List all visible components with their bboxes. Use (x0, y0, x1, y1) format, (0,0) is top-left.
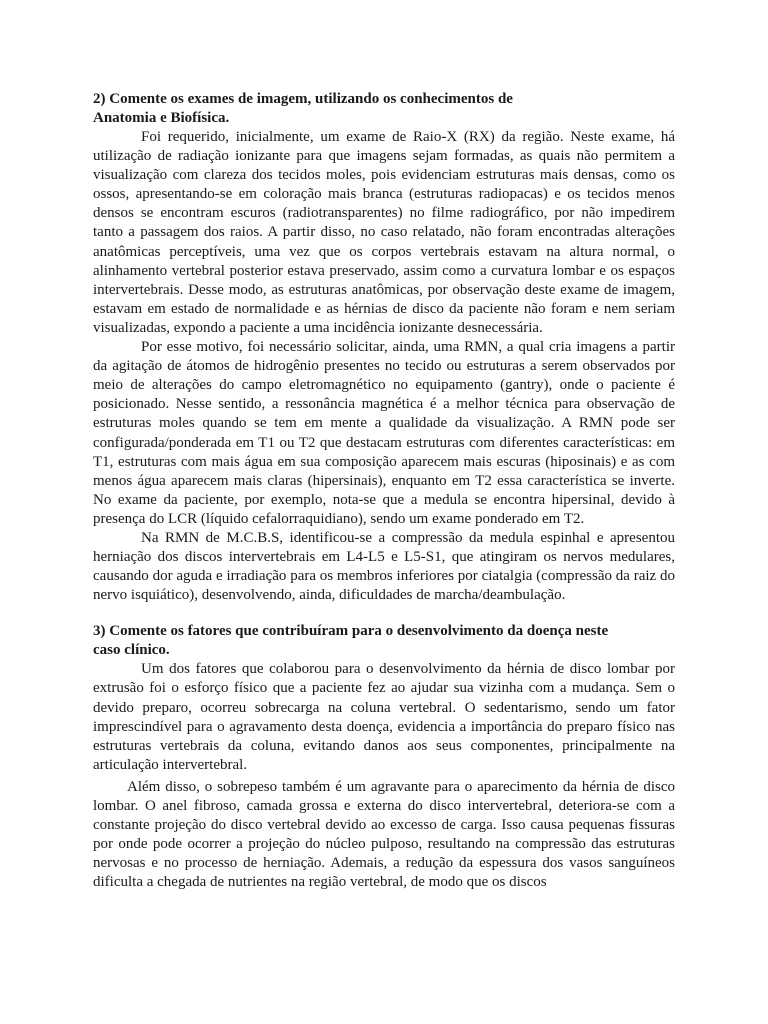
section-3-heading-line-2: caso clínico. (93, 642, 170, 659)
section-2 (93, 90, 675, 605)
section-2-heading-line-1: 2) Comente os exames de imagem, utilizando os conhecimentos de (93, 91, 513, 107)
section-2-paragraph-3: Na RMN de M.C.B.S, identificou-se a compressão da medula espinhal e apresentou herniação dos discos intervertebrais em L4-L5 e L5-S1, que atingiram os nervos medulares, causando dor aguda e irradiação para os membros inferiores por ciatalgia (compressão da raiz do nervo isquiático), desenvolvendo, ainda, dificuldades de marcha/deambulação. (93, 529, 675, 604)
section-3-paragraph-2: Além disso, o sobrepeso também é um agravante para o aparecimento da hérnia de disco lombar. O anel fibroso, camada grossa e externa do disco intervertebral, deteriora-se com a constante projeção do disco vertebral devido ao excesso de carga. Isso causa pequenas fissuras por onde pode ocorrer a projeção do núcleo pulposo, resultando na compressão das estruturas nervosas e no processo de herniação. Ademais, a redução da espessura dos vasos sanguíneos dificulta a chegada de nutrientes na região vertebral, de modo que os discos (93, 778, 675, 891)
section-3-heading-line-1: 3) Comente os fatores que contribuíram para o desenvolvimento da doença neste (93, 623, 609, 640)
section-2-paragraph-2: Por esse motivo, foi necessário solicitar, ainda, uma RMN, a qual cria imagens a partir da agitação de átomos de hidrogênio presentes no tecido ou estruturas a serem observados por meio de alterações do campo eletromagnético no equipamento (gantry), onde o paciente é posicionado. Nesse sentido, a ressonância magnética é a melhor técnica para observação de estruturas moles quando se tem em mente a qualidade da visualização. A RMN pode ser configurada/ponderada em T1 ou T2 que destacam estruturas com diferentes características: em T1, estruturas com mais água em sua composição aparecem mais escuras (hiposinais) e as com menos água aparecem mais claras (hipersinais), enquanto em T2 essa característica se inverte. No exame da paciente, por exemplo, nota-se que a medula se encontra hipersinal, devido à presença do LCR (líquido cefalorraquidiano), sendo um exame ponderado em T2. (93, 339, 675, 527)
section-2-heading-line-2: Anatomia e Biofísica. (93, 110, 230, 126)
section-spacer (93, 605, 675, 622)
section-3 (93, 622, 675, 892)
section-3-paragraph-1: Um dos fatores que colaborou para o desenvolvimento da hérnia de disco lombar por extrusão foi o esforço físico que a paciente fez ao ajudar sua vizinha com a mudança. Sem o devido preparo, ocorreu sobrecarga na coluna vertebral. O sedentarismo, sendo um fator imprescindível para o agravamento desta doença, evidencia a importância do preparo físico nas estruturas vertebrais da coluna, evitando danos aos seus componentes, principalmente na articulação intervertebral. (93, 661, 675, 773)
section-2-heading (93, 90, 675, 128)
section-2-paragraph-1: Foi requerido, inicialmente, um exame de Raio-X (RX) da região. Neste exame, há utilização de radiação ionizante para que imagens sejam formadas, as quais não permitem a visualização com clareza dos tecidos moles, pois evidenciam estruturas mais densas, como os ossos, apresentando-se em coloração mais branca (estruturas radiopacas) e os tecidos menos densos se encontram escuros (radiotransparentes) no filme radiográfico, por não impedirem tanto a passagem dos raios. A partir disso, no caso relatado, não foram encontradas alterações anatômicas perceptíveis, uma vez que os corpos vertebrais estavam na altura normal, o alinhamento vertebral posterior estava preservado, assim como a curvatura lombar e os espaços intervertebrais. Desse modo, as estruturas anatômicas, por observação deste exame de imagem, estavam em estado de normalidade e as hérnias de disco da paciente não foram e nem seriam visualizadas, expondo a paciente a uma incidência ionizante desnecessária. (93, 129, 675, 336)
section-3-heading (93, 622, 675, 660)
